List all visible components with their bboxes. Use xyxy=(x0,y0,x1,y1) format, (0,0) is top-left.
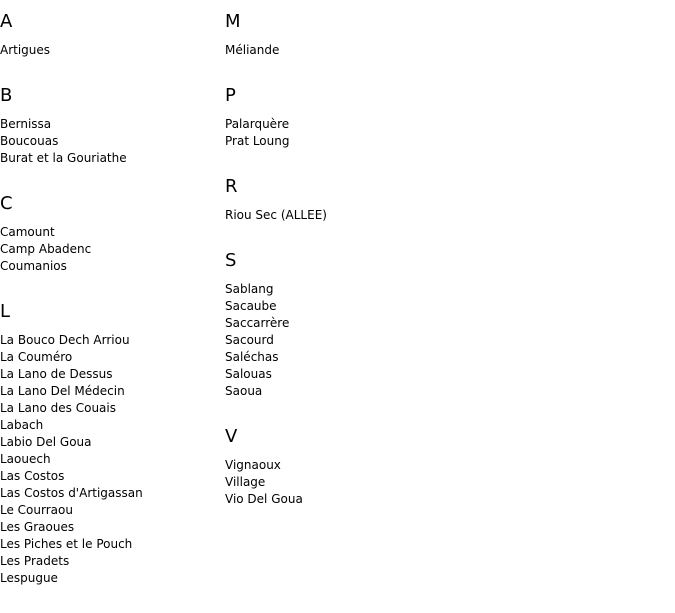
place-list xyxy=(0,332,215,587)
letter-heading-r: R xyxy=(225,176,238,197)
place-list xyxy=(0,224,215,275)
place-list xyxy=(225,42,440,59)
place-list xyxy=(225,116,440,150)
place-link-sablang[interactable]: Sablang xyxy=(225,282,274,296)
place-link-vignaoux[interactable]: Vignaoux xyxy=(225,458,281,472)
letter-group-p xyxy=(225,85,440,150)
letter-group-l xyxy=(0,301,215,587)
place-link-lespugue[interactable]: Lespugue xyxy=(0,571,58,585)
place-list xyxy=(225,457,440,508)
letter-heading-l: L xyxy=(0,301,11,322)
letter-heading-s: S xyxy=(225,250,237,271)
place-link-la-lano-del-medecin[interactable]: La Lano Del Médecin xyxy=(0,384,125,398)
place-link-la-lano-des-couais[interactable]: La Lano des Couais xyxy=(0,401,116,415)
letter-group-v xyxy=(225,426,440,508)
place-link-la-coumero[interactable]: La Couméro xyxy=(0,350,73,364)
place-link-village[interactable]: Village xyxy=(225,475,266,489)
place-link-sacaube[interactable]: Sacaube xyxy=(225,299,277,313)
place-link-las-costos-d-artigassan[interactable]: Las Costos d'Artigassan xyxy=(0,486,143,500)
place-link-las-costos[interactable]: Las Costos xyxy=(0,469,65,483)
letter-heading-m: M xyxy=(225,11,241,32)
letter-group-s xyxy=(225,250,440,400)
place-link-les-piches-et-le-pouch[interactable]: Les Piches et le Pouch xyxy=(0,537,133,551)
place-link-saoua[interactable]: Saoua xyxy=(225,384,263,398)
place-link-labach[interactable]: Labach xyxy=(0,418,44,432)
place-link-riou-sec-allee[interactable]: Riou Sec (ALLEE) xyxy=(225,208,327,222)
letter-group-b xyxy=(0,85,215,167)
index-column-left xyxy=(0,11,215,613)
place-link-salechas[interactable]: Saléchas xyxy=(225,350,279,364)
place-link-les-graoues[interactable]: Les Graoues xyxy=(0,520,75,534)
place-link-prat-loung[interactable]: Prat Loung xyxy=(225,134,290,148)
place-link-palarquere[interactable]: Palarquère xyxy=(225,117,290,131)
place-link-le-courraou[interactable]: Le Courraou xyxy=(0,503,73,517)
place-list xyxy=(225,207,440,224)
place-link-camp-abadenc[interactable]: Camp Abadenc xyxy=(0,242,92,256)
place-link-la-bouco-dech-arriou[interactable]: La Bouco Dech Arriou xyxy=(0,333,130,347)
place-link-meliande[interactable]: Méliande xyxy=(225,43,280,57)
letter-group-a xyxy=(0,11,215,59)
place-link-camount[interactable]: Camount xyxy=(0,225,55,239)
place-link-salouas[interactable]: Salouas xyxy=(225,367,272,381)
place-link-coumanios[interactable]: Coumanios xyxy=(0,259,67,273)
letter-heading-a: A xyxy=(0,11,13,32)
place-list xyxy=(0,116,215,167)
place-link-les-pradets[interactable]: Les Pradets xyxy=(0,554,70,568)
index-column-right xyxy=(225,11,440,534)
letter-heading-p: P xyxy=(225,85,236,106)
place-link-burat-et-la-gouriathe[interactable]: Burat et la Gouriathe xyxy=(0,151,127,165)
place-list xyxy=(225,281,440,400)
place-link-bernissa[interactable]: Bernissa xyxy=(0,117,52,131)
letter-heading-b: B xyxy=(0,85,13,106)
place-list xyxy=(0,42,215,59)
letter-heading-v: V xyxy=(225,426,238,447)
place-link-artigues[interactable]: Artigues xyxy=(0,43,51,57)
place-link-la-lano-de-dessus[interactable]: La Lano de Dessus xyxy=(0,367,113,381)
place-link-laouech[interactable]: Laouech xyxy=(0,452,51,466)
letter-group-m xyxy=(225,11,440,59)
letter-heading-c: C xyxy=(0,193,13,214)
place-link-boucouas[interactable]: Boucouas xyxy=(0,134,59,148)
place-link-saccarrere[interactable]: Saccarrère xyxy=(225,316,290,330)
place-link-labio-del-goua[interactable]: Labio Del Goua xyxy=(0,435,92,449)
place-link-vio-del-goua[interactable]: Vio Del Goua xyxy=(225,492,303,506)
letter-group-c xyxy=(0,193,215,275)
letter-group-r xyxy=(225,176,440,224)
place-link-sacourd[interactable]: Sacourd xyxy=(225,333,274,347)
